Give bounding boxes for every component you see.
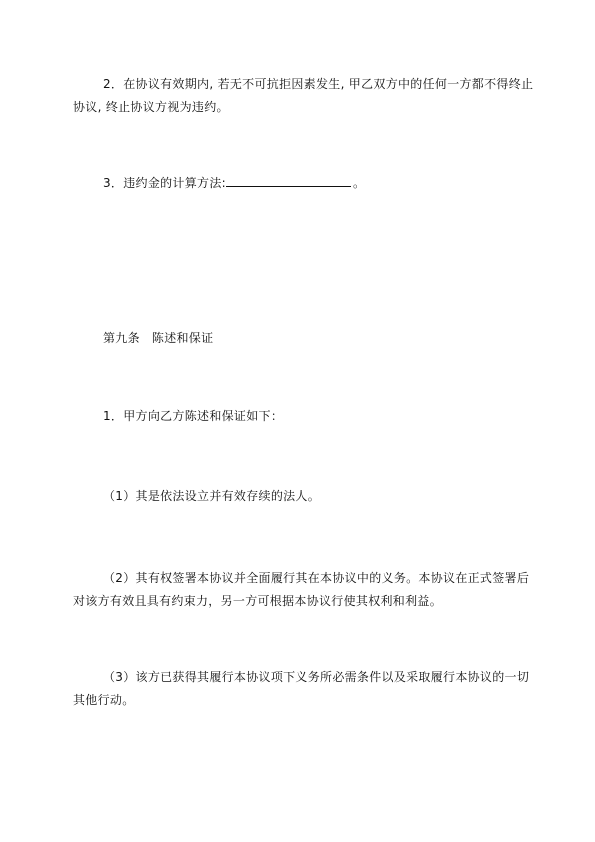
clause-3-suffix: 。 bbox=[352, 176, 366, 190]
clause-2-line-1: 2．在协议有效期内, 若无不可抗拒因素发生, 甲乙双方中的任何一方都不得终止 bbox=[103, 77, 534, 91]
article-9-heading bbox=[103, 328, 213, 348]
clause-3 bbox=[103, 173, 365, 193]
item-1: 1．甲方向乙方陈述和保证如下： bbox=[103, 409, 284, 423]
sub-item-2-line-2: 对该方有效且具有约束力，另一方可根据本协议行使其权利和利益。 bbox=[73, 594, 443, 608]
clause-3-prefix: 3．违约金的计算方法: bbox=[103, 176, 226, 190]
sub-item-3-line-2: 其他行动。 bbox=[73, 693, 135, 707]
article-number: 第九条 bbox=[103, 331, 140, 345]
sub-item-1: （1）其是依法设立并有效存续的法人。 bbox=[103, 489, 321, 503]
sub-item-2-line-1: （2）其有权签署本协议并全面履行其在本协议中的义务。本协议在正式签署后 bbox=[103, 571, 530, 585]
clause-2-line-2: 协议, 终止协议方视为违约。 bbox=[73, 100, 229, 114]
article-title: 陈述和保证 bbox=[151, 331, 214, 345]
fill-in-blank bbox=[226, 174, 351, 187]
sub-item-3-line-1: （3）该方已获得其履行本协议项下义务所必需条件以及采取履行本协议的一切 bbox=[103, 670, 530, 684]
